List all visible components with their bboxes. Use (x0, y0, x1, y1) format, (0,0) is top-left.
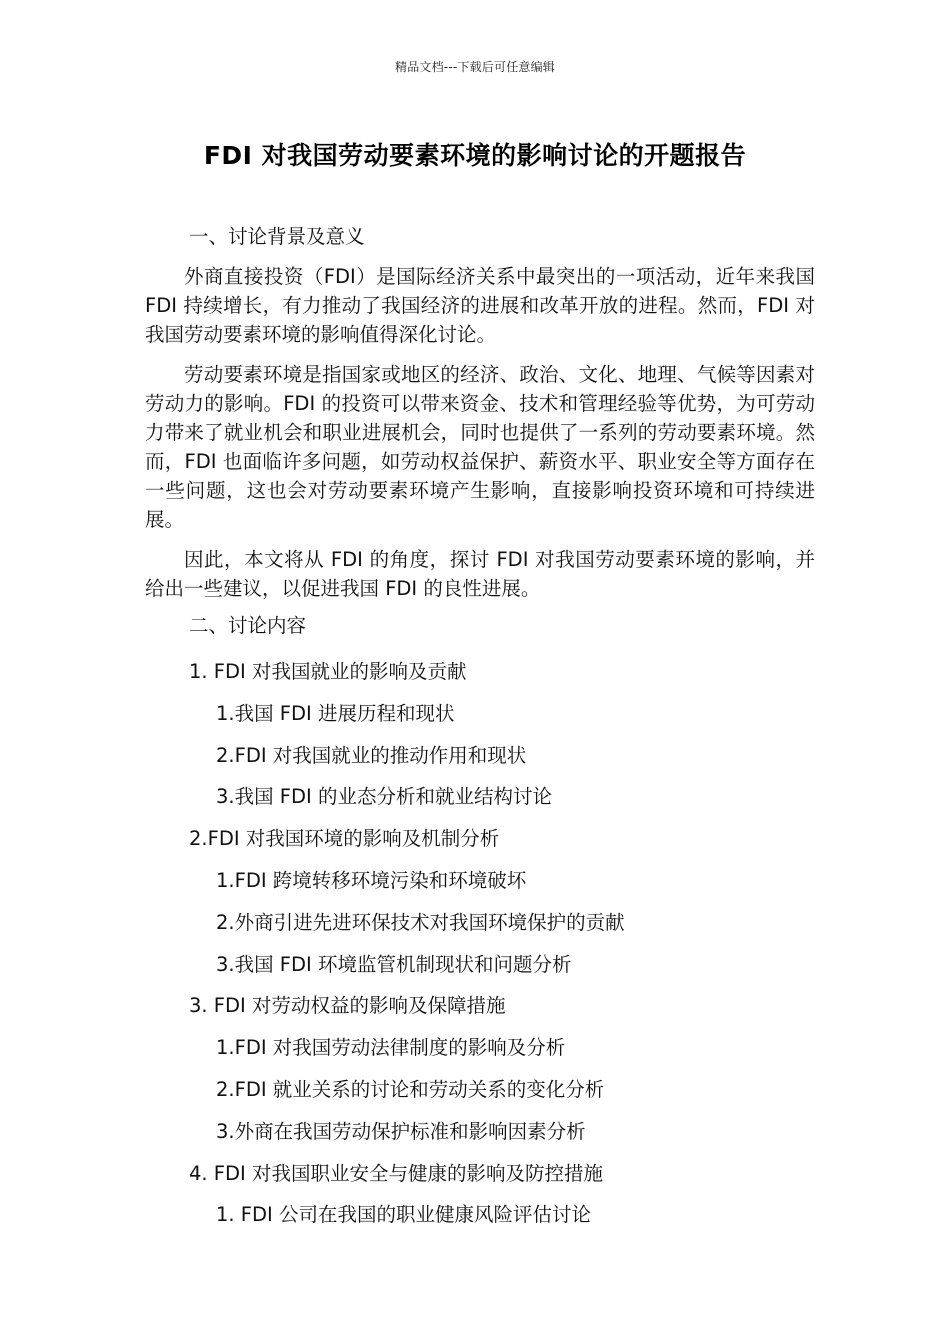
document-body (145, 214, 815, 1236)
list-item: 2.FDI 对我国环境的影响及机制分析 (189, 827, 500, 851)
research-content-list (145, 651, 815, 1236)
sub-list-item: 2.FDI 对我国就业的推动作用和现状 (216, 743, 527, 767)
sub-list-item: 1.我国 FDI 进展历程和现状 (216, 701, 455, 725)
sub-list-item: 2.FDI 就业关系的讨论和劳动关系的变化分析 (216, 1077, 605, 1101)
sub-list-item: 1.FDI 对我国劳动法律制度的影响及分析 (216, 1036, 566, 1060)
sub-list-item: 1.FDI 跨境转移环境污染和环境破坏 (216, 868, 527, 892)
list-item: 3. FDI 对劳动权益的影响及保障措施 (189, 994, 506, 1018)
sub-list-item: 3.我国 FDI 环境监管机制现状和问题分析 (216, 952, 572, 976)
paragraph: 因此，本文将从 FDI 的角度，探讨 FDI 对我国劳动要素环境的影响，并给出一些建议，以促进我国 FDI 的良性进展。 (145, 548, 815, 600)
list-item: 1. FDI 对我国就业的影响及贡献 (189, 660, 467, 683)
sub-list-item: 3.我国 FDI 的业态分析和就业结构讨论 (216, 785, 552, 809)
section-heading-background: 一、讨论背景及意义 (189, 225, 365, 248)
sub-list-item: 3.外商在我国劳动保护标准和影响因素分析 (216, 1119, 586, 1143)
list-item: 4. FDI 对我国职业安全与健康的影响及防控措施 (189, 1161, 603, 1185)
sub-list-item: 1. FDI 公司在我国的职业健康风险评估讨论 (216, 1203, 591, 1227)
paragraph: 劳动要素环境是指国家或地区的经济、政治、文化、地理、气候等因素对劳动力的影响。FDI 的投资可以带来资金、技术和管理经验等优势，为可劳动力带来了就业机会和职业进展机会，同时也提供了一系列的劳动要素环境。然而，FDI 也面临许多问题，如劳动权益保护、薪资水平、职业安全等方面存在一些问题，这也会对劳动要素环境产生影响，直接影响投资环境和可持续进展。 (145, 363, 815, 531)
page-header-text: 精品文档---下载后可任意编辑 (395, 60, 555, 74)
section-heading-content: 二、讨论内容 (189, 614, 307, 637)
sub-list-item: 2.外商引进先进环保技术对我国环境保护的贡献 (216, 910, 625, 934)
document-title: FDI 对我国劳动要素环境的影响讨论的开题报告 (203, 141, 747, 170)
paragraph: 外商直接投资（FDI）是国际经济关系中最突出的一项活动，近年来我国 FDI 持续增长，有力推动了我国经济的进展和改革开放的进程。然而，FDI 对我国劳动要素环境的影响值得深化讨论。 (145, 265, 815, 346)
